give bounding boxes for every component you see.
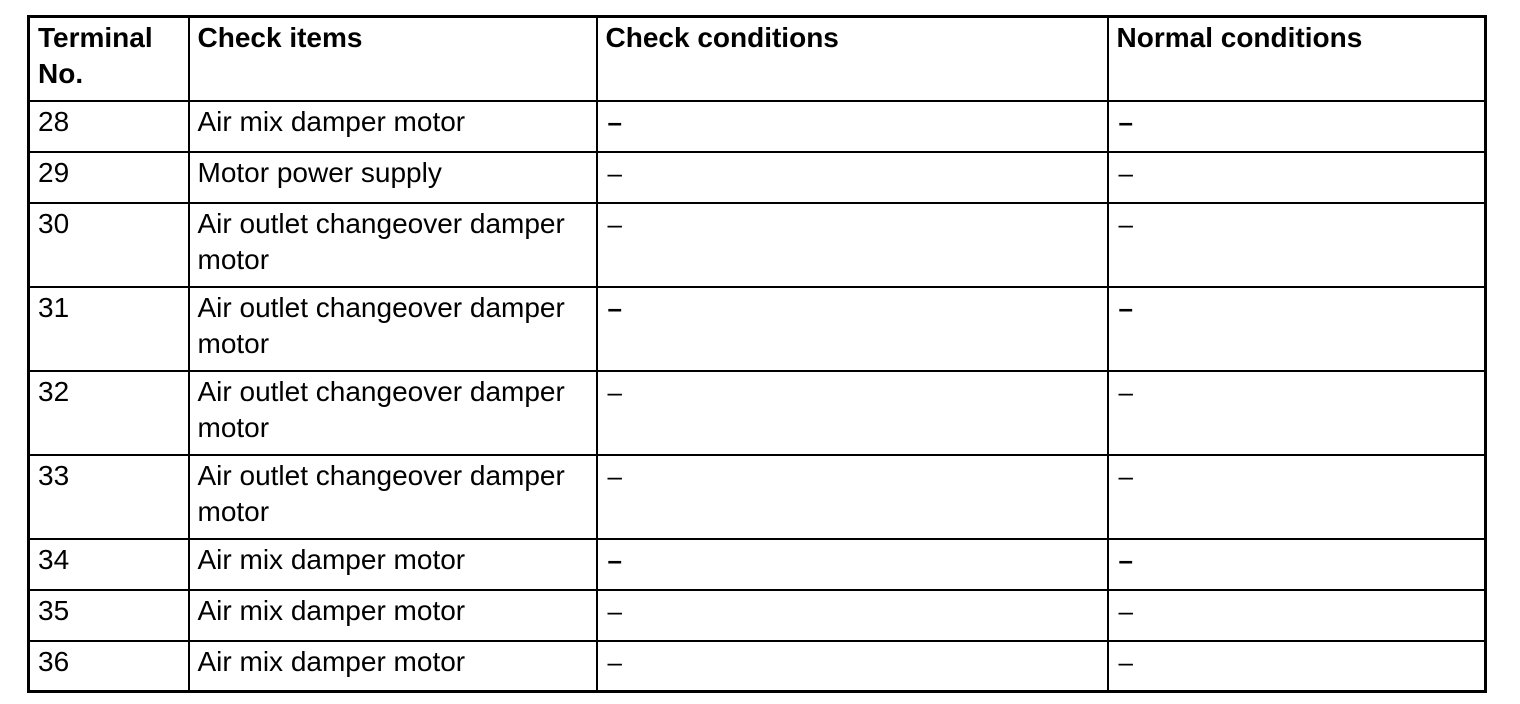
normal-condition-cell xyxy=(1108,539,1486,590)
check-item-cell: Air mix damper motor xyxy=(189,590,597,641)
table-row xyxy=(29,101,1486,152)
check-item-cell: Air mix damper motor xyxy=(189,101,597,152)
terminal-cell: 36 xyxy=(29,641,189,692)
check-condition-cell xyxy=(597,287,1108,371)
normal-condition-cell xyxy=(1108,152,1486,203)
terminal-cell: 30 xyxy=(29,203,189,287)
table-row xyxy=(29,152,1486,203)
table-header xyxy=(29,17,1486,101)
check-item-cell: Air outlet changeover damper motor xyxy=(189,287,597,371)
check-condition-value: – xyxy=(607,208,622,239)
table-row xyxy=(29,203,1486,287)
check-item-cell: Motor power supply xyxy=(189,152,597,203)
table-row xyxy=(29,287,1486,371)
header-row xyxy=(29,17,1486,101)
terminal-cell: 32 xyxy=(29,371,189,455)
check-condition-value: – xyxy=(607,460,622,491)
check-condition-cell xyxy=(597,203,1108,287)
normal-condition-value: – xyxy=(1118,157,1133,188)
check-condition-cell xyxy=(597,539,1108,590)
table-row xyxy=(29,539,1486,590)
normal-condition-value: – xyxy=(1118,292,1133,323)
normal-condition-value: – xyxy=(1118,595,1133,626)
terminal-check-table xyxy=(27,15,1487,693)
normal-condition-cell xyxy=(1108,641,1486,692)
table-row xyxy=(29,455,1486,539)
normal-condition-cell xyxy=(1108,455,1486,539)
header-check-conditions: Check conditions xyxy=(597,17,1108,101)
check-condition-cell xyxy=(597,455,1108,539)
normal-condition-cell xyxy=(1108,101,1486,152)
normal-condition-cell xyxy=(1108,287,1486,371)
check-item-cell: Air outlet changeover damper motor xyxy=(189,371,597,455)
normal-condition-cell xyxy=(1108,590,1486,641)
terminal-cell: 31 xyxy=(29,287,189,371)
check-item-cell: Air outlet changeover damper motor xyxy=(189,203,597,287)
normal-condition-value: – xyxy=(1118,646,1133,677)
check-condition-value: – xyxy=(607,292,622,323)
normal-condition-value: – xyxy=(1118,544,1133,575)
normal-condition-value: – xyxy=(1118,460,1133,491)
check-condition-value: – xyxy=(607,376,622,407)
check-condition-value: – xyxy=(607,646,622,677)
table-row xyxy=(29,641,1486,692)
normal-condition-value: – xyxy=(1118,376,1133,407)
check-condition-cell xyxy=(597,152,1108,203)
normal-condition-cell xyxy=(1108,203,1486,287)
terminal-cell: 29 xyxy=(29,152,189,203)
check-item-cell: Air mix damper motor xyxy=(189,641,597,692)
terminal-cell: 34 xyxy=(29,539,189,590)
table-body xyxy=(29,101,1486,692)
spec-sheet xyxy=(27,15,1484,693)
table-row xyxy=(29,371,1486,455)
header-normal-conditions: Normal conditions xyxy=(1108,17,1486,101)
check-condition-value: – xyxy=(607,106,622,137)
check-condition-cell xyxy=(597,641,1108,692)
check-condition-value: – xyxy=(607,157,622,188)
terminal-cell: 33 xyxy=(29,455,189,539)
check-condition-cell xyxy=(597,371,1108,455)
check-condition-value: – xyxy=(607,544,622,575)
normal-condition-cell xyxy=(1108,371,1486,455)
check-condition-value: – xyxy=(607,595,622,626)
normal-condition-value: – xyxy=(1118,208,1133,239)
header-terminal-no: Terminal No. xyxy=(29,17,189,101)
terminal-cell: 35 xyxy=(29,590,189,641)
check-condition-cell xyxy=(597,590,1108,641)
normal-condition-value: – xyxy=(1118,106,1133,137)
check-item-cell: Air mix damper motor xyxy=(189,539,597,590)
check-item-cell: Air outlet changeover damper motor xyxy=(189,455,597,539)
check-condition-cell xyxy=(597,101,1108,152)
table-row xyxy=(29,590,1486,641)
terminal-cell: 28 xyxy=(29,101,189,152)
header-check-items: Check items xyxy=(189,17,597,101)
